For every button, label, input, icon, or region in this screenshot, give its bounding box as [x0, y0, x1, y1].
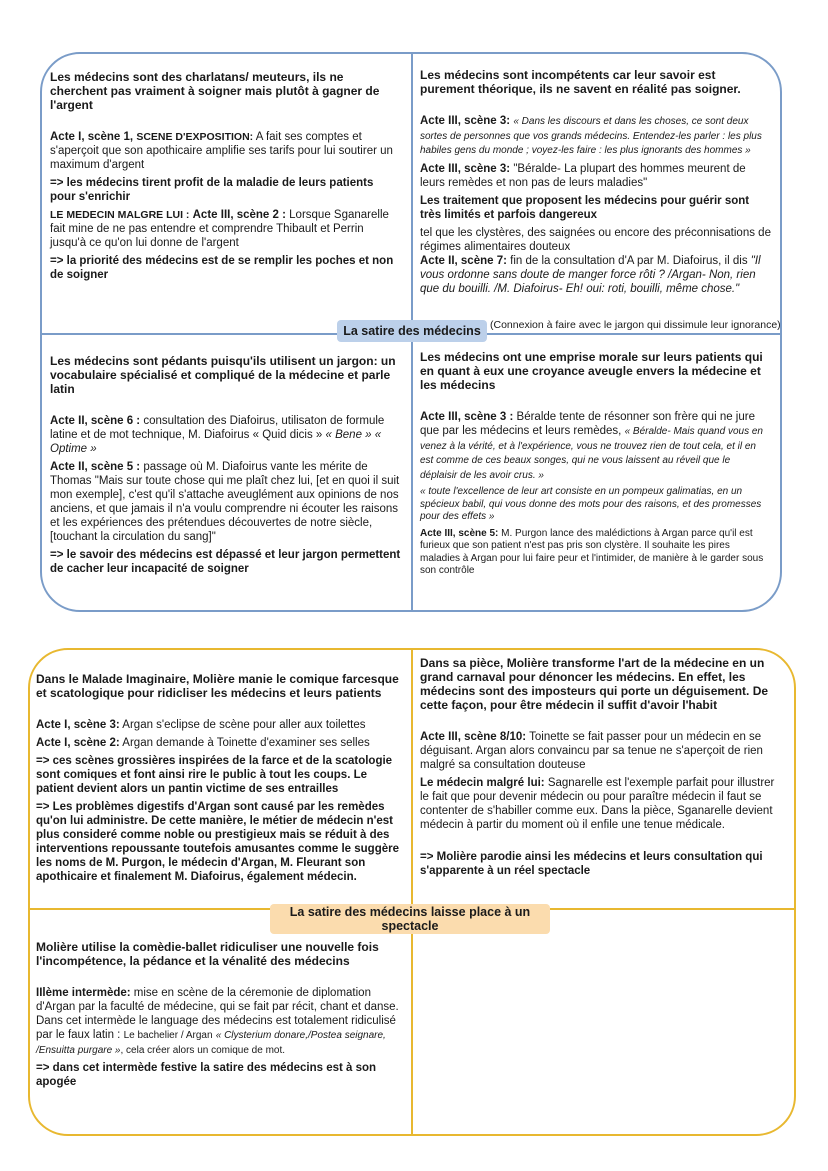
cell-incompetents: Les médecins sont incompétents car leur savoir est purement théorique, ils ne savent en réalité pas soigner. Acte III, scène 3: « Dans les discours et dans les choses, ce sont deux sortes de personnes que vos grands médecins. Entendez-les parler : les plus habiles gens du monde ; voyez-les faire : les plus ignorants des hommes » Acte III, scène 3: "Béralde- La plupart des hommes meurent de leurs remèdes et non pas de leurs maladies" Les traitement que proposent les médecins pour guérir sont très limités et parfois dangereux tel que les clystères, des saignées ou encore des préconnisations de régimes alimentaires douteux Acte II, scène 7: fin de la consultation d'A par M. Diafoirus, il dis "Il vous ordonne sans doute de manger force rôti ? /Argan- Non, rien que du bouilli. /M. Diafoirus- Eh! oui: roti, bouilli, même chose." [420, 68, 771, 295]
divider-vertical [411, 650, 413, 1134]
cell-heading: Les médecins sont des charlatans/ meuteurs, ils ne cherchent pas vraiment à soigner mais plutôt à gagner de l'argent [50, 70, 380, 112]
cell-heading: Dans le Malade Imaginaire, Molière manie le comique farcesque et scatologique pour ridicliser les médecins et leurs patients [36, 672, 399, 700]
cell-carnaval: Dans sa pièce, Molière transforme l'art de la médecine en un grand carnaval pour dénoncer les médecins. En effet, les médecins sont des imposteurs qui porte un déguisement. De cette façon, pour être médecin il suffit d'avoir l'habit Acte III, scène 8/10: Toinette se fait passer pour un médecin en se déguisant. Argan alors convaincu par sa tenue ne s'aperçoit de rien malgré sa consultation douteuse Le médecin malgré lui: Sagnarelle est l'exemple parfait pour illustrer le fait que pour devenir médecin ou pour paraître médecin il faut se contenter de s'habiller comme eux. Dans la pièce, Sganarelle devient médecin à partir du moment où il enfile une tenue médicale. => Molière parodie ainsi les médecins et leurs consultation qui s'apparente à un réel spectacle [420, 656, 782, 882]
cell-heading: Les médecins sont pédants puisqu'ils utilisent un jargon: un vocabulaire spécialisé et compliqué de la médecine et parle latin [50, 354, 396, 396]
board-spectacle [28, 648, 796, 1136]
cell-farce: Dans le Malade Imaginaire, Molière manie le comique farcesque et scatologique pour ridicliser les médecins et leurs patients Acte I, scène 3: Argan s'eclipse de scène pour aller aux toilettes Acte I, scène 2: Argan demande à Toinette d'examiner ses selles => ces scènes grossières inspirées de la farce et de la scatologie sont comiques et font ainsi rire le public à tout les coups. Le patient devient alors un pantin victime de ses entrailles => Les problèmes digestifs d'Argan sont causé par les remèdes qu'on lui administre. De cette manière, le métier de médecin n'est plus consideré comme noble ou prestigieux mais se réduit à des interventions repoussante toutefois amusantes comme le suggère les noms de M. Purgon, le médecin d'Argan, M. Fleurant son apothicaire et finalement M. Diafoirus, également médecin. [36, 672, 402, 888]
cell-heading: Les médecins ont une emprise morale sur leurs patients qui en quant à eux une croyance aveugle envers la médecine et les médecins [420, 350, 763, 392]
cell-charlatans: Les médecins sont des charlatans/ meuteurs, ils ne cherchent pas vraiment à soigner mais plutôt à gagner de l'argent Acte I, scène 1, SCENE D'EXPOSITION: A fait ses comptes et s'aperçoit que son apothicaire amplifie ses tarifs pour lui soutirer un maximum d'argent => les médecins tirent profit de la maladie de leurs patients pour s'enrichir LE MEDECIN MALGRE LUI : Acte III, scène 2 : Lorsque Sganarelle fait mine de ne pas entendre et comprendre Thibault et Perrin jusqu'à ce qu'on lui donne de l'argent => la priorité des médecins est de se remplir les poches et non de soigner [50, 70, 402, 286]
central-label: La satire des médecins [337, 320, 487, 342]
cell-pedants: Les médecins sont pédants puisqu'ils utilisent un jargon: un vocabulaire spécialisé et compliqué de la médecine et parle latin Acte II, scène 6 : consultation des Diafoirus, utilisaton de formule latine et de mot technique, M. Diafoirus « Quid dicis » « Bene » « Optime » Acte II, scène 5 : passage où M. Diafoirus vante les mérite de Thomas "Mais sur toute chose qui me plaît chez lui, [et en quoi il suit mon exemple], c'est qu'il s'attache aveuglément aux opinions de nos anciens, et que jamais il n'a voulu comprendre ni écouter les raisons et les expériences des prétendues découvertes de notre siècle, [touchant la circulation du sang]" => le savoir des médecins est dépassé et leur jargon permettent de cacher leur incapacité de soigner [50, 354, 401, 575]
cell-heading: Molière utilise la comèdie-ballet ridiculiser une nouvelle fois l'incompétence, la pédance et la vénalité des médecins [36, 940, 379, 968]
connection-note: (Connexion à faire avec le jargon qui dissimule leur ignorance) [490, 319, 781, 331]
cell-heading: Dans sa pièce, Molière transforme l'art de la médecine en un grand carnaval pour dénoncer les médecins. En effet, les médecins sont des imposteurs qui porte un déguisement. De cette façon, pour être médecin il suffit d'avoir l'habit [420, 656, 769, 712]
cell-emprise: Les médecins ont une emprise morale sur leurs patients qui en quant à eux une croyance aveugle envers la médecine et les médecins Acte III, scène 3 : Béralde tente de résonner son frère qui ne jure que par les médecins et leurs remèdes, « Béralde- Mais quand vous en venez à la vérité, et à l'expérience, vous ne trouvez rien de tout cela, et il en est comme de ces beaux songes, qui ne vous laissent au réveil que le déplaisir de les avoir crus. » « toute l'excellence de leur art consiste en un pompeux galimatias, en un spécieux babil, qui vous donne des mots pour des raisons, et des promesses pour des effets » Acte III, scène 5: M. Purgon lance des malédictions à Argan parce qu'il est furieux que son patient n'est pas pris son clystère. Il souhaite les pires maladies à Argan pour lui faire peur et l'intimider, de manière à le garder sous son contrôle [420, 350, 768, 582]
central-label: La satire des médecins laisse place à un spectacle [270, 904, 550, 934]
cell-heading: Les médecins sont incompétents car leur savoir est purement théorique, ils ne savent en réalité pas soigner. [420, 68, 741, 96]
cell-comedie-ballet: Molière utilise la comèdie-ballet ridiculiser une nouvelle fois l'incompétence, la pédance et la vénalité des médecins IIlème intermède: mise en scène de la céremonie de diplomation d'Argan par la faculté de médecine, qui se fait par récit, chant et danse. Dans cet intermède le language des médecins est totalement ridiculisé par le faux latin : Le bachelier / Argan « Clysterium donare,/Postea seignare, /Ensuitta purgare », cela créer alors un comique de mot. => dans cet intermède festive la satire des médecins est à son apogée [36, 940, 402, 1093]
